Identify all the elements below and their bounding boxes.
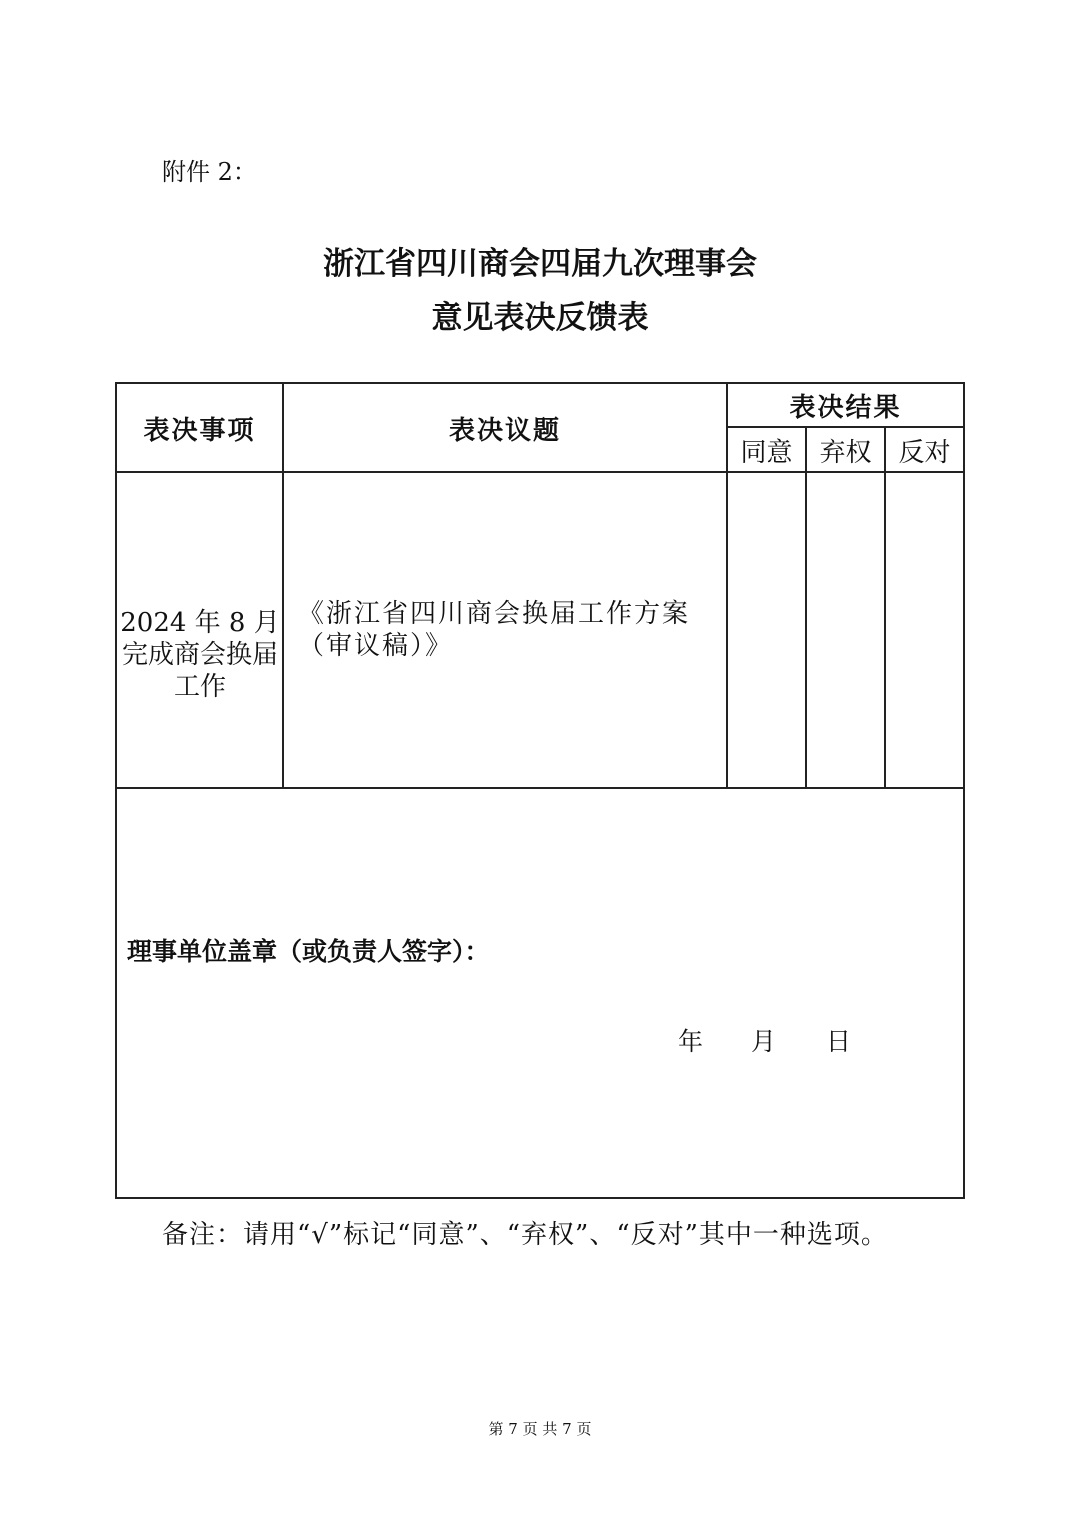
signature-label: 理事单位盖章（或负责人签字）： [127, 937, 490, 966]
vote-topic: 《浙江省四川商会换届工作方案（审议稿）》 [298, 599, 691, 661]
document-subtitle: 意见表决反馈表 [431, 300, 649, 336]
header-oppose: 反对 [898, 437, 951, 468]
note: 备注：请用“√”标记“同意”、“弃权”、“反对”其中一种选项。 [162, 1220, 888, 1250]
table-border [116, 1197, 965, 1199]
table-divider [116, 787, 965, 789]
header-agree: 同意 [740, 437, 793, 468]
oppose-checkbox-cell[interactable] [886, 473, 963, 787]
abstain-checkbox-cell[interactable] [807, 473, 884, 787]
vote-item: 2024 年 8 月完成商会换届工作 [120, 608, 280, 702]
header-topic: 表决议题 [448, 415, 561, 446]
date-day: 日 [826, 1027, 852, 1056]
table-border [115, 382, 117, 1199]
agree-checkbox-cell[interactable] [728, 473, 805, 787]
date-month: 月 [751, 1027, 777, 1056]
document-title: 浙江省四川商会四届九次理事会 [323, 246, 757, 282]
header-result: 表决结果 [789, 392, 902, 423]
table-border [963, 382, 965, 1199]
header-item: 表决事项 [143, 415, 256, 446]
header-abstain: 弃权 [819, 437, 872, 468]
page-number: 第 7 页 共 7 页 [488, 1420, 592, 1438]
attachment-label: 附件 2： [162, 158, 257, 186]
date-year: 年 [678, 1027, 704, 1056]
